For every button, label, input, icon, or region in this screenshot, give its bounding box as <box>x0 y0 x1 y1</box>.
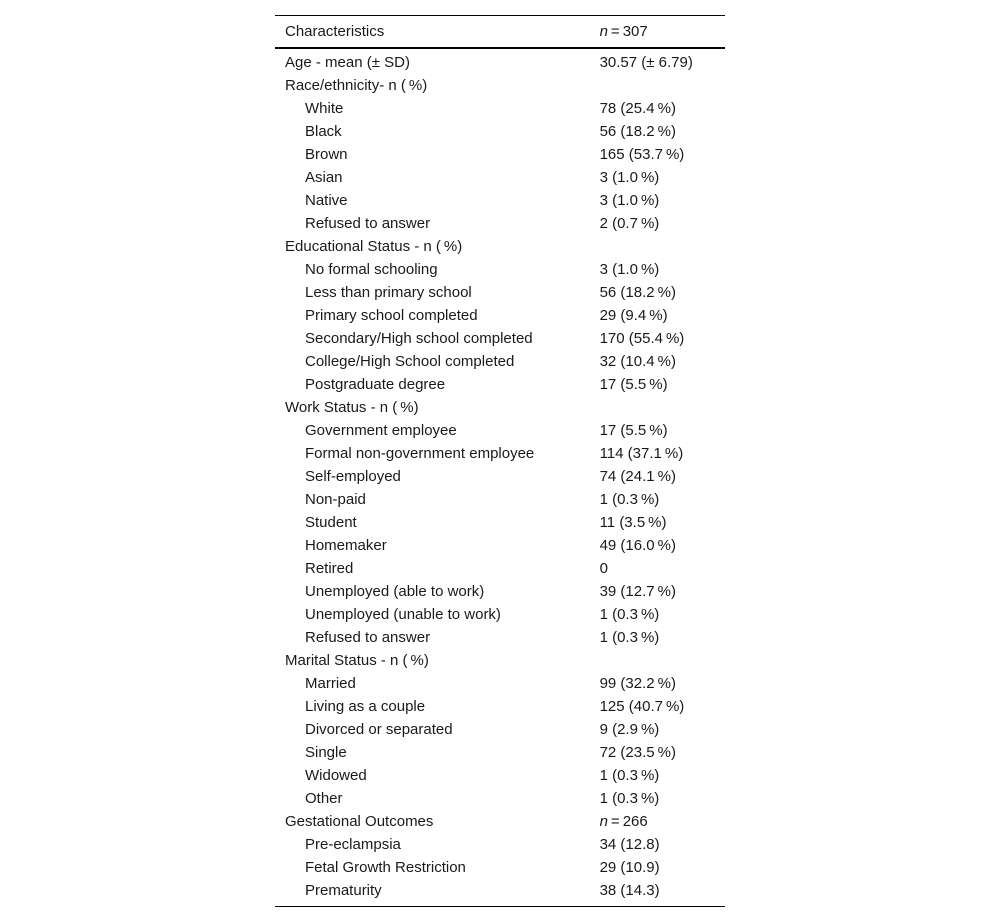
row-value <box>600 235 725 258</box>
table-row <box>275 419 725 442</box>
table-row <box>275 626 725 649</box>
table-row <box>275 764 725 787</box>
row-value: 30.57 (± 6.79) <box>599 54 693 71</box>
row-value: 2 (0.7 %) <box>599 215 660 232</box>
row-value: 114 (37.1 %) <box>599 445 684 462</box>
gestational-n-symbol: n <box>599 813 608 830</box>
row-value: 78 (25.4 %) <box>599 100 676 117</box>
row-value: 1 (0.3 %) <box>599 767 660 784</box>
row-value: 1 (0.3 %) <box>599 790 660 807</box>
row-value: 29 (10.9) <box>599 859 660 876</box>
row-value <box>600 396 725 419</box>
row-value: 99 (32.2 %) <box>599 675 676 692</box>
row-value: 72 (23.5 %) <box>599 744 676 761</box>
section-label: Marital Status - n ( %) <box>285 652 429 669</box>
table-row <box>275 143 725 166</box>
table-row <box>275 373 725 396</box>
row-label: Retired <box>305 560 354 577</box>
characteristics-table-container <box>275 15 725 907</box>
table-row <box>275 511 725 534</box>
row-value: 170 (55.4 %) <box>599 330 685 347</box>
table-row <box>275 534 725 557</box>
table-section-row <box>275 810 725 833</box>
row-label: Fetal Growth Restriction <box>305 859 466 876</box>
row-label: Prematurity <box>305 882 382 899</box>
row-value: 17 (5.5 %) <box>599 422 668 439</box>
table-row <box>275 327 725 350</box>
table-section-row <box>275 649 725 672</box>
row-value: 3 (1.0 %) <box>599 192 660 209</box>
row-label: Married <box>305 675 356 692</box>
row-value <box>600 74 725 97</box>
row-label: No formal schooling <box>305 261 438 278</box>
row-value: 38 (14.3) <box>599 882 660 899</box>
row-value: 1 (0.3 %) <box>599 629 660 646</box>
row-value: 29 (9.4 %) <box>599 307 668 324</box>
row-value: 9 (2.9 %) <box>599 721 660 738</box>
table-section-row <box>275 74 725 97</box>
section-label: Work Status - n ( %) <box>285 399 419 416</box>
row-value: 74 (24.1 %) <box>599 468 676 485</box>
row-value: 1 (0.3 %) <box>599 606 660 623</box>
row-label: Age - mean (± SD) <box>285 54 410 71</box>
table-row <box>275 166 725 189</box>
row-value: 125 (40.7 %) <box>599 698 685 715</box>
row-label: Government employee <box>305 422 457 439</box>
table-row <box>275 787 725 810</box>
section-label: Educational Status - n ( %) <box>285 238 463 255</box>
table-row <box>275 580 725 603</box>
row-label: Self-employed <box>305 468 401 485</box>
header-characteristics: Characteristics <box>285 23 385 40</box>
table-row <box>275 350 725 373</box>
gestational-n-value: = 266 <box>607 813 648 830</box>
row-label: Formal non-government employee <box>305 445 535 462</box>
header-n-value: = 307 <box>607 23 648 40</box>
row-value: 34 (12.8) <box>599 836 660 853</box>
table-row <box>275 442 725 465</box>
row-value <box>600 810 725 833</box>
table-row <box>275 603 725 626</box>
row-label: Asian <box>305 169 343 186</box>
row-label: Black <box>305 123 342 140</box>
row-label: Non-paid <box>305 491 366 508</box>
table-row <box>275 695 725 718</box>
table-row <box>275 672 725 695</box>
table-row <box>275 833 725 856</box>
row-value: 56 (18.2 %) <box>599 284 676 301</box>
row-label: Widowed <box>305 767 367 784</box>
row-value: 0 <box>599 560 608 577</box>
table-row <box>275 879 725 907</box>
row-label: Other <box>305 790 343 807</box>
table-row <box>275 741 725 764</box>
row-label: Unemployed (able to work) <box>305 583 485 600</box>
table-row <box>275 97 725 120</box>
row-label: College/High School completed <box>305 353 515 370</box>
table-row <box>275 120 725 143</box>
row-label: Living as a couple <box>305 698 426 715</box>
row-value: 11 (3.5 %) <box>599 514 667 531</box>
table-row <box>275 189 725 212</box>
row-value: 56 (18.2 %) <box>599 123 676 140</box>
row-label: Primary school completed <box>305 307 478 324</box>
row-label: Homemaker <box>305 537 387 554</box>
table-row <box>275 48 725 74</box>
characteristics-table <box>275 15 725 907</box>
row-label: Pre-eclampsia <box>305 836 401 853</box>
table-row <box>275 488 725 511</box>
row-value <box>600 649 725 672</box>
table-section-row <box>275 396 725 419</box>
row-label: Student <box>305 514 357 531</box>
row-label: Native <box>305 192 348 209</box>
row-value: 3 (1.0 %) <box>599 261 660 278</box>
row-label: White <box>305 100 344 117</box>
section-label: Race/ethnicity- n ( %) <box>285 77 428 94</box>
header-n-symbol: n <box>599 23 608 40</box>
row-label: Unemployed (unable to work) <box>305 606 501 623</box>
row-value: 1 (0.3 %) <box>599 491 660 508</box>
row-label: Divorced or separated <box>305 721 453 738</box>
row-value: 32 (10.4 %) <box>599 353 676 370</box>
table-row <box>275 212 725 235</box>
table-row <box>275 465 725 488</box>
table-row <box>275 557 725 580</box>
row-label: Single <box>305 744 347 761</box>
row-value: 49 (16.0 %) <box>599 537 676 554</box>
table-header-row <box>275 16 725 49</box>
table-row <box>275 718 725 741</box>
row-label: Secondary/High school completed <box>305 330 533 347</box>
row-label: Less than primary school <box>305 284 472 301</box>
table-row <box>275 281 725 304</box>
table-row <box>275 258 725 281</box>
header-sample-size <box>600 16 725 49</box>
row-label: Brown <box>305 146 348 163</box>
table-section-row <box>275 235 725 258</box>
row-value: 17 (5.5 %) <box>599 376 668 393</box>
table-row <box>275 304 725 327</box>
row-label: Refused to answer <box>305 629 431 646</box>
table-row <box>275 856 725 879</box>
row-value: 165 (53.7 %) <box>599 146 685 163</box>
row-label: Refused to answer <box>305 215 431 232</box>
section-label: Gestational Outcomes <box>285 813 434 830</box>
row-label: Postgraduate degree <box>305 376 446 393</box>
row-value: 39 (12.7 %) <box>599 583 676 600</box>
row-value: 3 (1.0 %) <box>599 169 660 186</box>
